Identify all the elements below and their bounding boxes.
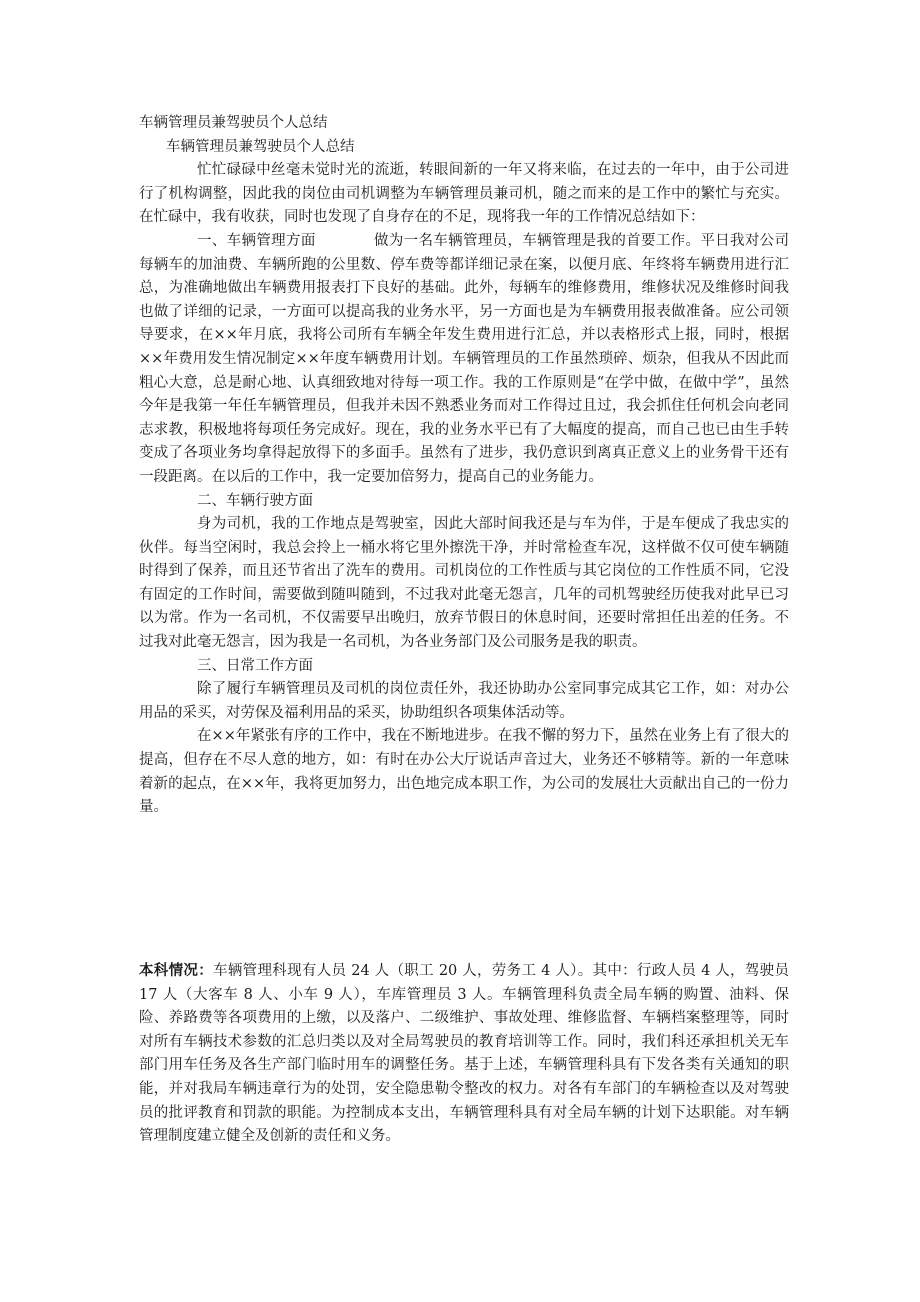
- department-overview: [139, 960, 789, 1149]
- section2-heading: 二、车辆行驶方面: [197, 492, 313, 509]
- section2-body: 身为司机，我的工作地点是驾驶室，因此大部时间我还是与车为伴，于是车便成了我忠实的伙伴。每当空闲时，我总会拎上一桶水将它里外擦洗干净，并时常检查车况，这样做不仅可使车辆随时得到了保养，而且还节省出了洗车的费用。司机岗位的工作性质与其它岗位的工作性质不同，它没有固定的工作时间，需要做到随叫随到，不过我对此毫无怨言，几年的司机驾驶经历使我对此早已习以为常。作为一名司机，不仅需要早出晚归，放弃节假日的休息时间，还要时常担任出差的任务。不过我对此毫无怨言，因为我是一名司机，为各业务部门及公司服务是我的职责。: [139, 516, 789, 651]
- section1-body: 做为一名车辆管理员，车辆管理是我的首要工作。平日我对公司每辆车的加油费、车辆所跑的公里数、停车费等都详细记录在案，以便月底、年终将车辆费用进行汇总，为准确地做出车辆费用报表打下良好的基础。此外，每辆车的维修费用，维修状况及维修时间我也做了详细的记录，一方面可以提高我的业务水平，另一方面也是为车辆费用报表做准备。应公司领导要求，在××年月底，我将公司所有车辆全年发生费用进行汇总，并以表格形式上报，同时，根据××年费用发生情况制定××年度车辆费用计划。车辆管理员的工作虽然琐碎、烦杂，但我从不因此而粗心大意，总是耐心地、认真细致地对待每一项工作。我的工作原则是“在学中做，在做中学”，虽然今年是我第一年任车辆管理员，但我并未因不熟悉业务而对工作得过且过，我会抓住任何机会向老同志求教，积极地将每项任务完成好。现在，我的业务水平已有了大幅度的提高，而自己也已由生手转变成了各项业务均拿得起放得下的多面手。虽然有了进步，我仍意识到离真正意义上的业务骨干还有一段距离。在以后的工作中，我一定要加倍努力，提高自己的业务能力。: [139, 232, 790, 485]
- overview-paragraph: [139, 960, 789, 1149]
- closing-paragraph: 在××年紧张有序的工作中，我在不断地进步。在我不懈的努力下，虽然在业务上有了很大的提高，但存在不尽人意的地方，如：有时在办公大厅说话声音过大，业务还不够精等。新的一年意味着新的起点，在××年，我将更加努力，出色地完成本职工作，为公司的发展壮大贡献出自己的一份力量。: [139, 728, 789, 816]
- document-title: 车辆管理员兼驾驶员个人总结: [139, 115, 328, 131]
- document-subtitle: 车辆管理员兼驾驶员个人总结: [166, 138, 355, 155]
- section3-heading: 三、日常工作方面: [197, 657, 313, 674]
- section3-body: 除了履行车辆管理员及司机的岗位责任外，我还协助办公室同事完成其它工作，如：对办公用品的采买，对劳保及福利用品的采买，协助组织各项集体活动等。: [139, 681, 789, 721]
- section1-heading: 一、车辆管理方面: [197, 232, 316, 249]
- section1-paragraph: [139, 230, 789, 490]
- overview-lead: 本科情况：: [139, 963, 214, 979]
- overview-body: 车辆管理科现有人员 24 人（职工 20 人，劳务工 4 人）。其中：行政人员 4 人，驾驶员 17 人（大客车 8 人、小车 9 人），车库管理员 3 人。车辆管理科负责全局车辆的购置、油料、保险、养路费等各项费用的上缴，以及落户、二级维护、事故处理、维修监督、车辆档案整理等，同时对所有车辆技术参数的汇总归类以及对全局驾驶员的教育培训等工作。同时，我们科还承担机关无车部门用车任务及各生产部门临时用车的调整任务。基于上述，车辆管理科具有下发各类有关通知的职能，并对我局车辆违章行为的处罚，安全隐患勒令整改的权力。对各有车部门的车辆检查以及对驾驶员的批评教育和罚款的职能。为控制成本支出，车辆管理科具有对全局车辆的计划下达职能。对车辆管理制度建立健全及创新的责任和义务。: [139, 963, 789, 1145]
- intro-paragraph: 忙忙碌碌中丝毫未觉时光的流逝，转眼间新的一年又将来临，在过去的一年中，由于公司进行了机构调整，因此我的岗位由司机调整为车辆管理员兼司机，随之而来的是工作中的繁忙与充实。在忙碌中，我有收获，同时也发现了自身存在的不足，现将我一年的工作情况总结如下：: [139, 162, 789, 226]
- summary-document: [139, 112, 789, 820]
